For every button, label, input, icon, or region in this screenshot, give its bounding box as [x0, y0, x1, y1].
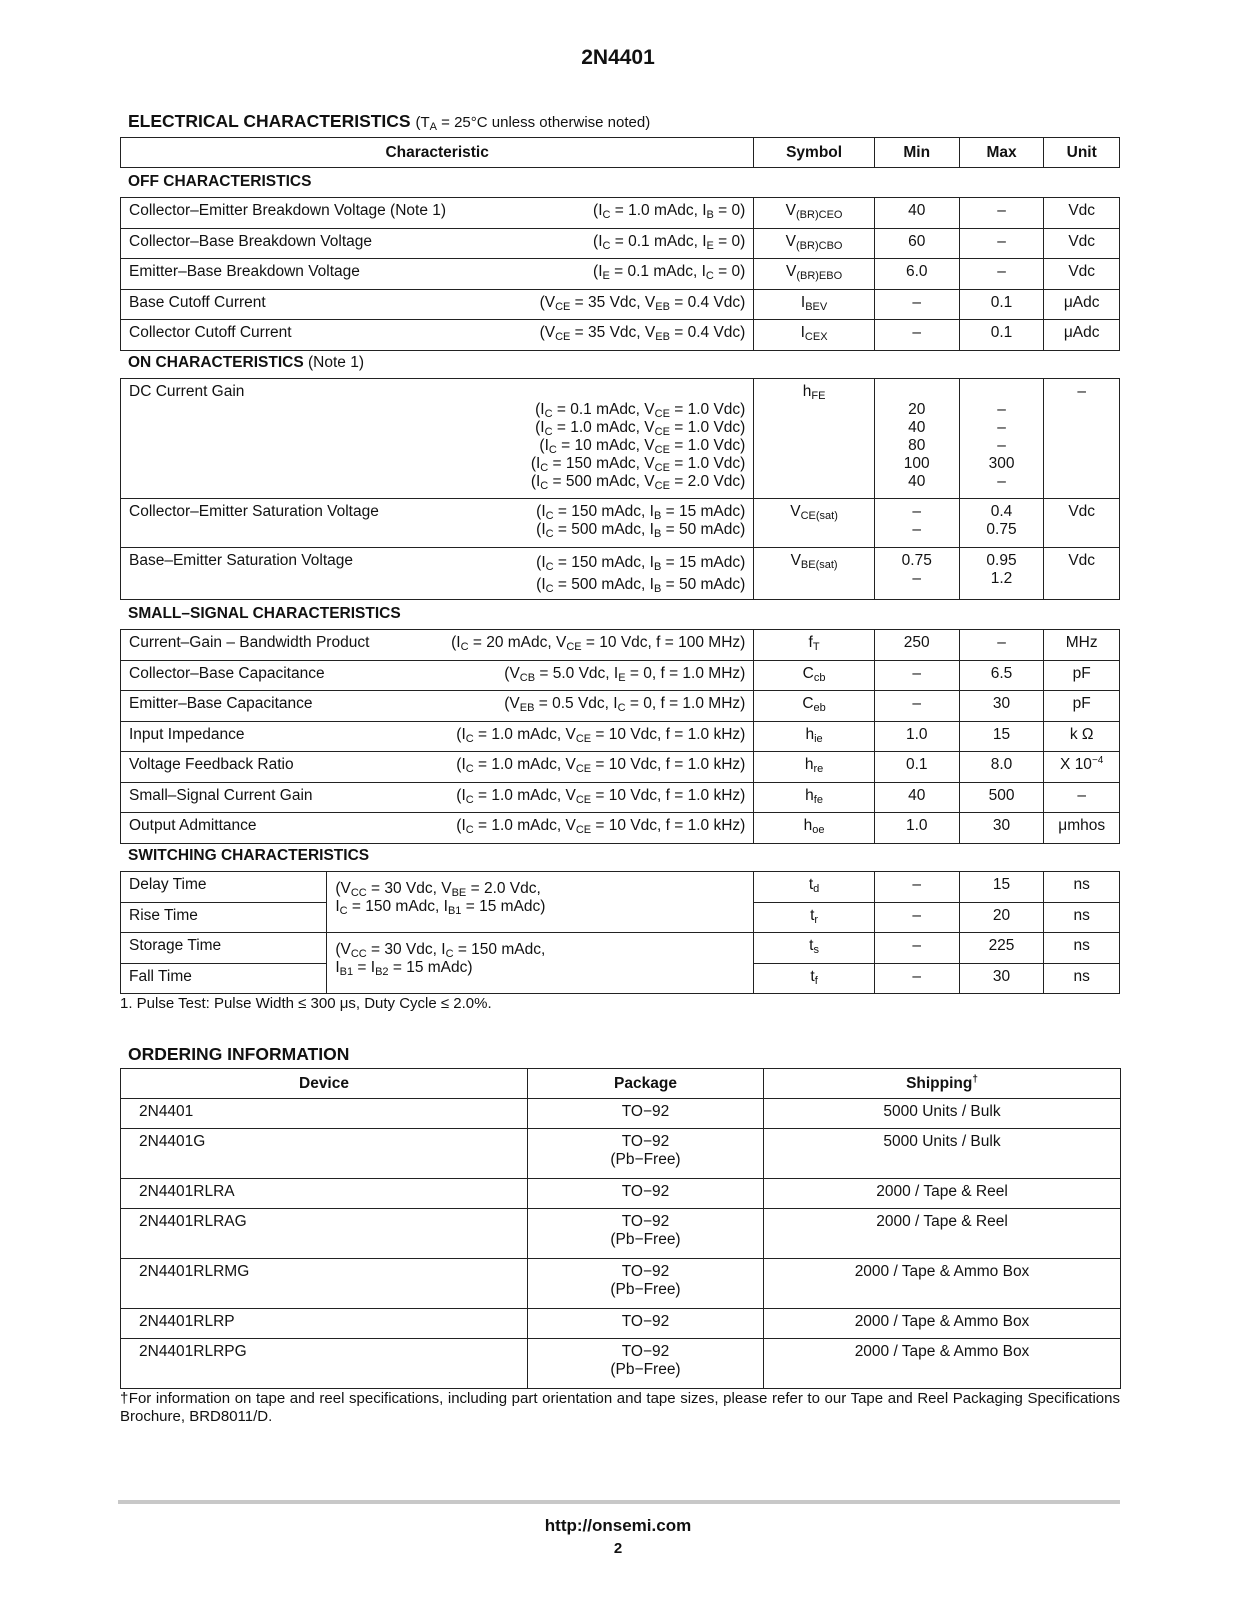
device-cell: 2N4401RLRMG — [121, 1259, 528, 1309]
col-unit: Unit — [1044, 138, 1120, 168]
unit-cell: ns — [1044, 872, 1120, 903]
char-name: Collector–Emitter Breakdown Voltage (Note 1) — [129, 202, 447, 219]
unit-cell: k Ω — [1044, 721, 1120, 752]
max-cell: 0.1 — [959, 320, 1044, 351]
tape-reel-note: †For information on tape and reel specifications, including part orientation and tape sizes, please refer to our Tape and Reel Packaging Specifications Brochure, BRD8011/D. — [120, 1390, 1120, 1425]
max-value: 0.4 — [990, 503, 1013, 520]
package-line: TO−92 — [621, 1133, 670, 1150]
package-line: (Pb−Free) — [610, 1281, 681, 1298]
unit-cell: μAdc — [1044, 320, 1120, 351]
min-cell: 250 — [874, 630, 959, 661]
shipping-cell: 2000 / Tape & Reel — [764, 1179, 1121, 1209]
max-cell: 30 — [959, 963, 1044, 994]
min-cell — [874, 548, 959, 600]
char-name: Base–Emitter Saturation Voltage — [129, 552, 354, 569]
ordering-table — [120, 1068, 1121, 1389]
device-cell: 2N4401 — [121, 1099, 528, 1129]
test-condition: ($I_C = 0.1$ mAdc, $I_E = 0$) — [593, 232, 746, 252]
max-cell — [959, 379, 1044, 499]
characteristic-cell — [121, 660, 754, 691]
symbol-cell: $t_d$ — [754, 872, 875, 903]
table-row — [121, 289, 1120, 320]
table-row — [121, 1259, 1121, 1309]
symbol-cell: $V_{CE(sat)}$ — [754, 499, 875, 548]
unit-cell: Vdc — [1044, 499, 1120, 548]
package-line: TO−92 — [621, 1183, 670, 1200]
electrical-header-table — [120, 137, 1120, 168]
min-value: – — [912, 570, 922, 587]
symbol-cell: $h_{fe}$ — [754, 782, 875, 813]
min-value: 40 — [908, 473, 926, 490]
test-condition: ($I_C = 1.0$ mAdc, $V_{CE} = 10$ Vdc, f = 1.0 kHz) — [456, 725, 746, 745]
unit-cell: pF — [1044, 660, 1120, 691]
max-cell: – — [959, 228, 1044, 259]
package-line: TO−92 — [621, 1343, 670, 1360]
char-name: Fall Time — [121, 963, 327, 994]
symbol-cell: $h_{ie}$ — [754, 721, 875, 752]
table-row — [121, 1209, 1121, 1259]
characteristic-cell — [121, 379, 754, 499]
unit-cell: μmhos — [1044, 813, 1120, 844]
unit-cell: Vdc — [1044, 548, 1120, 600]
test-condition: ($V_{EB} = 0.5$ Vdc, $I_C = 0$, f = 1.0 MHz) — [504, 695, 746, 714]
min-cell — [874, 499, 959, 548]
table-row — [121, 198, 1120, 229]
symbol-cell: $h_{oe}$ — [754, 813, 875, 844]
char-name: Output Admittance — [129, 817, 257, 834]
unit-cell: ns — [1044, 933, 1120, 964]
table-row — [121, 548, 1120, 600]
test-condition: ($V_{CC} = 30$ Vdc, $V_{BE} = 2.0$ Vdc, $I_C = 150$ mAdc, $I_{B1} = 15$ mAdc) — [327, 872, 754, 933]
max-cell — [959, 499, 1044, 548]
unit-cell: – — [1044, 782, 1120, 813]
shipping-cell: 2000 / Tape & Ammo Box — [764, 1259, 1121, 1309]
shipping-label: Shipping — [906, 1074, 973, 1092]
unit-cell: Vdc — [1044, 228, 1120, 259]
symbol-cell: $V_{(BR)CEO}$ — [754, 198, 875, 229]
characteristic-cell — [121, 320, 754, 351]
test-condition: ($I_C = 1.0$ mAdc, $V_{CE} = 10$ Vdc, f = 1.0 kHz) — [456, 786, 746, 806]
col-package: Package — [528, 1069, 764, 1099]
test-condition: ($V_{CC} = 30$ Vdc, $I_C = 150$ mAdc, $I_{B1} = I_{B2} = 15$ mAdc) — [327, 933, 754, 994]
cond-sub: A — [429, 121, 437, 133]
table-row — [121, 259, 1120, 290]
on-characteristics-heading — [128, 354, 364, 372]
symbol-cell: $h_{FE}$ — [754, 379, 875, 499]
symbol-cell: $V_{(BR)CBO}$ — [754, 228, 875, 259]
char-name: Input Impedance — [129, 725, 245, 743]
table-row — [121, 1179, 1121, 1209]
unit-exponent: −4 — [1091, 755, 1104, 766]
test-condition: ($V_{CE} = 35$ Vdc, $V_{EB} = 0.4$ Vdc) — [539, 324, 746, 343]
min-value: 0.75 — [901, 552, 932, 569]
char-name: Collector–Emitter Saturation Voltage — [129, 503, 379, 520]
test-condition: ($I_E = 0.1$ mAdc, $I_C = 0$) — [593, 263, 746, 282]
characteristic-cell — [121, 630, 754, 661]
char-name: Collector–Base Breakdown Voltage — [129, 232, 372, 250]
shipping-cell: 2000 / Tape & Ammo Box — [764, 1339, 1121, 1389]
max-cell: – — [959, 259, 1044, 290]
symbol-cell: $C_{eb}$ — [754, 691, 875, 722]
min-cell: 1.0 — [874, 813, 959, 844]
symbol-cell: $t_r$ — [754, 902, 875, 933]
table-row — [121, 752, 1120, 783]
footer-divider — [118, 1500, 1120, 1504]
min-value: 80 — [908, 437, 926, 454]
max-cell: 225 — [959, 933, 1044, 964]
char-name: Storage Time — [121, 933, 327, 964]
package-line: TO−92 — [621, 1313, 670, 1330]
on-title: ON CHARACTERISTICS — [128, 354, 304, 371]
unit-cell: ns — [1044, 963, 1120, 994]
min-cell: – — [874, 902, 959, 933]
device-cell: 2N4401RLRP — [121, 1309, 528, 1339]
table-row — [121, 933, 1120, 964]
symbol-cell: $t_s$ — [754, 933, 875, 964]
min-cell: – — [874, 933, 959, 964]
unit-cell: μAdc — [1044, 289, 1120, 320]
unit-cell: ns — [1044, 902, 1120, 933]
char-name: Emitter–Base Breakdown Voltage — [129, 263, 360, 280]
unit-cell: Vdc — [1044, 259, 1120, 290]
table-row — [121, 1339, 1121, 1389]
on-characteristics-table — [120, 378, 1120, 600]
package-cell — [528, 1209, 764, 1259]
package-line: (Pb−Free) — [610, 1231, 681, 1248]
page-number: 2 — [613, 1540, 623, 1557]
max-cell — [959, 548, 1044, 600]
symbol-cell: $C_{cb}$ — [754, 660, 875, 691]
package-cell — [528, 1179, 764, 1209]
char-name: Current–Gain – Bandwidth Product — [129, 634, 370, 651]
max-cell: – — [959, 630, 1044, 661]
characteristic-cell — [121, 228, 754, 259]
char-name: Rise Time — [121, 902, 327, 933]
max-value: – — [997, 419, 1006, 436]
cond-prefix: (T — [415, 114, 430, 131]
test-condition: ($V_{CE} = 35$ Vdc, $V_{EB} = 0.4$ Vdc) — [539, 293, 746, 313]
char-name: Small–Signal Current Gain — [129, 786, 313, 804]
electrical-characteristics-heading — [128, 111, 650, 132]
characteristic-cell — [121, 259, 754, 290]
max-cell: 6.5 — [959, 660, 1044, 691]
device-cell: 2N4401RLRPG — [121, 1339, 528, 1389]
package-line: TO−92 — [621, 1103, 670, 1120]
shipping-cell: 2000 / Tape & Ammo Box — [764, 1309, 1121, 1339]
char-name: Base Cutoff Current — [129, 293, 266, 311]
table-row — [121, 1129, 1121, 1179]
unit-cell: – — [1044, 379, 1120, 499]
package-cell — [528, 1309, 764, 1339]
min-value: 100 — [903, 455, 930, 472]
package-line: (Pb−Free) — [610, 1361, 681, 1378]
package-cell — [528, 1259, 764, 1309]
min-cell: 0.1 — [874, 752, 959, 783]
switching-table — [120, 871, 1120, 994]
test-condition: ($I_C = 150$ mAdc, $I_B = 15$ mAdc) ($I_C = 500$ mAdc, $I_B = 50$ mAdc) — [536, 503, 746, 540]
table-row — [121, 872, 1120, 903]
max-cell: 20 — [959, 902, 1044, 933]
shipping-cell: 2000 / Tape & Reel — [764, 1209, 1121, 1259]
symbol-cell: $h_{re}$ — [754, 752, 875, 783]
table-row — [121, 813, 1120, 844]
characteristic-cell — [121, 813, 754, 844]
min-cell: – — [874, 320, 959, 351]
max-cell: – — [959, 198, 1044, 229]
max-value: – — [997, 473, 1006, 490]
electrical-title: ELECTRICAL CHARACTERISTICS — [128, 111, 411, 131]
col-min: Min — [874, 138, 959, 168]
on-note: (Note 1) — [307, 354, 364, 371]
char-name: Collector Cutoff Current — [129, 324, 292, 341]
table-row — [121, 1099, 1121, 1129]
char-name: Collector–Base Capacitance — [129, 664, 325, 682]
device-cell: 2N4401RLRA — [121, 1179, 528, 1209]
min-cell: 40 — [874, 782, 959, 813]
min-cell: – — [874, 289, 959, 320]
min-cell: – — [874, 872, 959, 903]
max-cell: 15 — [959, 721, 1044, 752]
min-value: 20 — [908, 401, 926, 418]
table-row — [121, 721, 1120, 752]
symbol-cell: $f_T$ — [754, 630, 875, 661]
min-cell: 6.0 — [874, 259, 959, 290]
table-row — [121, 691, 1120, 722]
min-cell: 1.0 — [874, 721, 959, 752]
package-line: TO−92 — [621, 1263, 670, 1280]
max-value: – — [997, 437, 1006, 454]
char-name: Delay Time — [121, 872, 327, 903]
max-value: 1.2 — [990, 570, 1013, 587]
characteristic-cell — [121, 198, 754, 229]
min-cell: – — [874, 691, 959, 722]
char-name: Voltage Feedback Ratio — [129, 756, 294, 773]
package-cell — [528, 1339, 764, 1389]
test-condition: ($I_C = 20$ mAdc, $V_{CE} = 10$ Vdc, f = 100 MHz) — [451, 634, 746, 653]
device-cell: 2N4401RLRAG — [121, 1209, 528, 1259]
col-symbol: Symbol — [754, 138, 875, 168]
symbol-cell: $t_f$ — [754, 963, 875, 994]
test-condition: ($I_C = 1.0$ mAdc, $V_{CE} = 10$ Vdc, f = 1.0 kHz) — [456, 756, 746, 775]
max-value: – — [997, 401, 1006, 418]
off-characteristics-heading: OFF CHARACTERISTICS — [128, 173, 312, 190]
characteristic-cell — [121, 721, 754, 752]
temp-condition — [415, 114, 650, 131]
col-device: Device — [121, 1069, 528, 1099]
min-value: 40 — [908, 419, 926, 436]
characteristic-cell — [121, 752, 754, 783]
min-value: – — [912, 503, 922, 520]
small-signal-heading: SMALL–SIGNAL CHARACTERISTICS — [128, 605, 401, 622]
test-condition: ($I_C = 0.1$ mAdc, $V_{CE} = 1.0$ Vdc) ($I_C = 1.0$ mAdc, $V_{CE} = 1.0$ Vdc) ($I_C = 10$ mAdc, $V_{CE} = 1.0$ Vdc) ($I_C = 150$ mAdc, $V_{CE} = 1.0$ Vdc) ($I_C = 500$ mAdc, $V_{CE} = 2.0$ Vdc) — [530, 401, 746, 492]
cond-rest: = 25°C unless otherwise noted) — [437, 114, 651, 131]
package-cell — [528, 1099, 764, 1129]
max-cell: 30 — [959, 691, 1044, 722]
max-cell: 0.1 — [959, 289, 1044, 320]
min-cell: – — [874, 660, 959, 691]
package-line: (Pb−Free) — [610, 1151, 681, 1168]
col-characteristic: Characteristic — [121, 138, 754, 168]
symbol-cell: $V_{(BR)EBO}$ — [754, 259, 875, 290]
test-condition: ($I_C = 1.0$ mAdc, $V_{CE} = 10$ Vdc, f = 1.0 kHz) — [456, 817, 746, 836]
device-cell: 2N4401G — [121, 1129, 528, 1179]
shipping-cell: 5000 Units / Bulk — [764, 1129, 1121, 1179]
symbol-cell: $V_{BE(sat)}$ — [754, 548, 875, 600]
col-shipping — [764, 1069, 1121, 1099]
footer-url-link[interactable]: http://onsemi.com — [544, 1516, 692, 1535]
table-row — [121, 379, 1120, 499]
min-cell — [874, 379, 959, 499]
max-value: 0.95 — [986, 552, 1017, 569]
test-condition: ($V_{CB} = 5.0$ Vdc, $I_E = 0$, f = 1.0 MHz) — [504, 664, 746, 684]
unit-cell: Vdc — [1044, 198, 1120, 229]
package-line: TO−92 — [621, 1213, 670, 1230]
switching-heading: SWITCHING CHARACTERISTICS — [128, 847, 370, 864]
unit-cell — [1044, 752, 1120, 783]
char-name: Emitter–Base Capacitance — [129, 695, 313, 712]
test-condition: ($I_C = 1.0$ mAdc, $I_B = 0$) — [593, 202, 746, 221]
characteristic-cell — [121, 782, 754, 813]
footnote-pulse-test: 1. Pulse Test: Pulse Width ≤ 300 μs, Duty Cycle ≤ 2.0%. — [120, 995, 492, 1012]
table-row — [121, 782, 1120, 813]
test-condition: ($I_C = 150$ mAdc, $I_B = 15$ mAdc) ($I_C = 500$ mAdc, $I_B = 50$ mAdc) — [536, 554, 746, 595]
table-row — [121, 499, 1120, 548]
char-name: DC Current Gain — [129, 383, 245, 400]
small-signal-table — [120, 629, 1120, 844]
page-title: 2N4401 — [581, 46, 655, 69]
max-value: 0.75 — [986, 521, 1017, 538]
table-row — [121, 630, 1120, 661]
min-cell: – — [874, 963, 959, 994]
symbol-cell: $I_{CEX}$ — [754, 320, 875, 351]
characteristic-cell — [121, 289, 754, 320]
characteristic-cell — [121, 548, 754, 600]
unit-cell: MHz — [1044, 630, 1120, 661]
max-cell: 30 — [959, 813, 1044, 844]
max-cell: 15 — [959, 872, 1044, 903]
ordering-heading: ORDERING INFORMATION — [128, 1044, 350, 1064]
max-value: 300 — [988, 455, 1015, 472]
col-max: Max — [959, 138, 1044, 168]
characteristic-cell — [121, 499, 754, 548]
min-cell: 40 — [874, 198, 959, 229]
table-row — [121, 1309, 1121, 1339]
unit-cell: pF — [1044, 691, 1120, 722]
min-value: – — [912, 521, 922, 538]
max-cell: 8.0 — [959, 752, 1044, 783]
shipping-cell: 5000 Units / Bulk — [764, 1099, 1121, 1129]
min-cell: 60 — [874, 228, 959, 259]
table-row — [121, 228, 1120, 259]
symbol-cell: $I_{BEV}$ — [754, 289, 875, 320]
package-cell — [528, 1129, 764, 1179]
unit-base: X 10 — [1060, 756, 1092, 773]
table-row — [121, 320, 1120, 351]
characteristic-cell — [121, 691, 754, 722]
table-row — [121, 660, 1120, 691]
max-cell: 500 — [959, 782, 1044, 813]
off-characteristics-table — [120, 197, 1120, 351]
dagger-mark: † — [972, 1073, 978, 1085]
